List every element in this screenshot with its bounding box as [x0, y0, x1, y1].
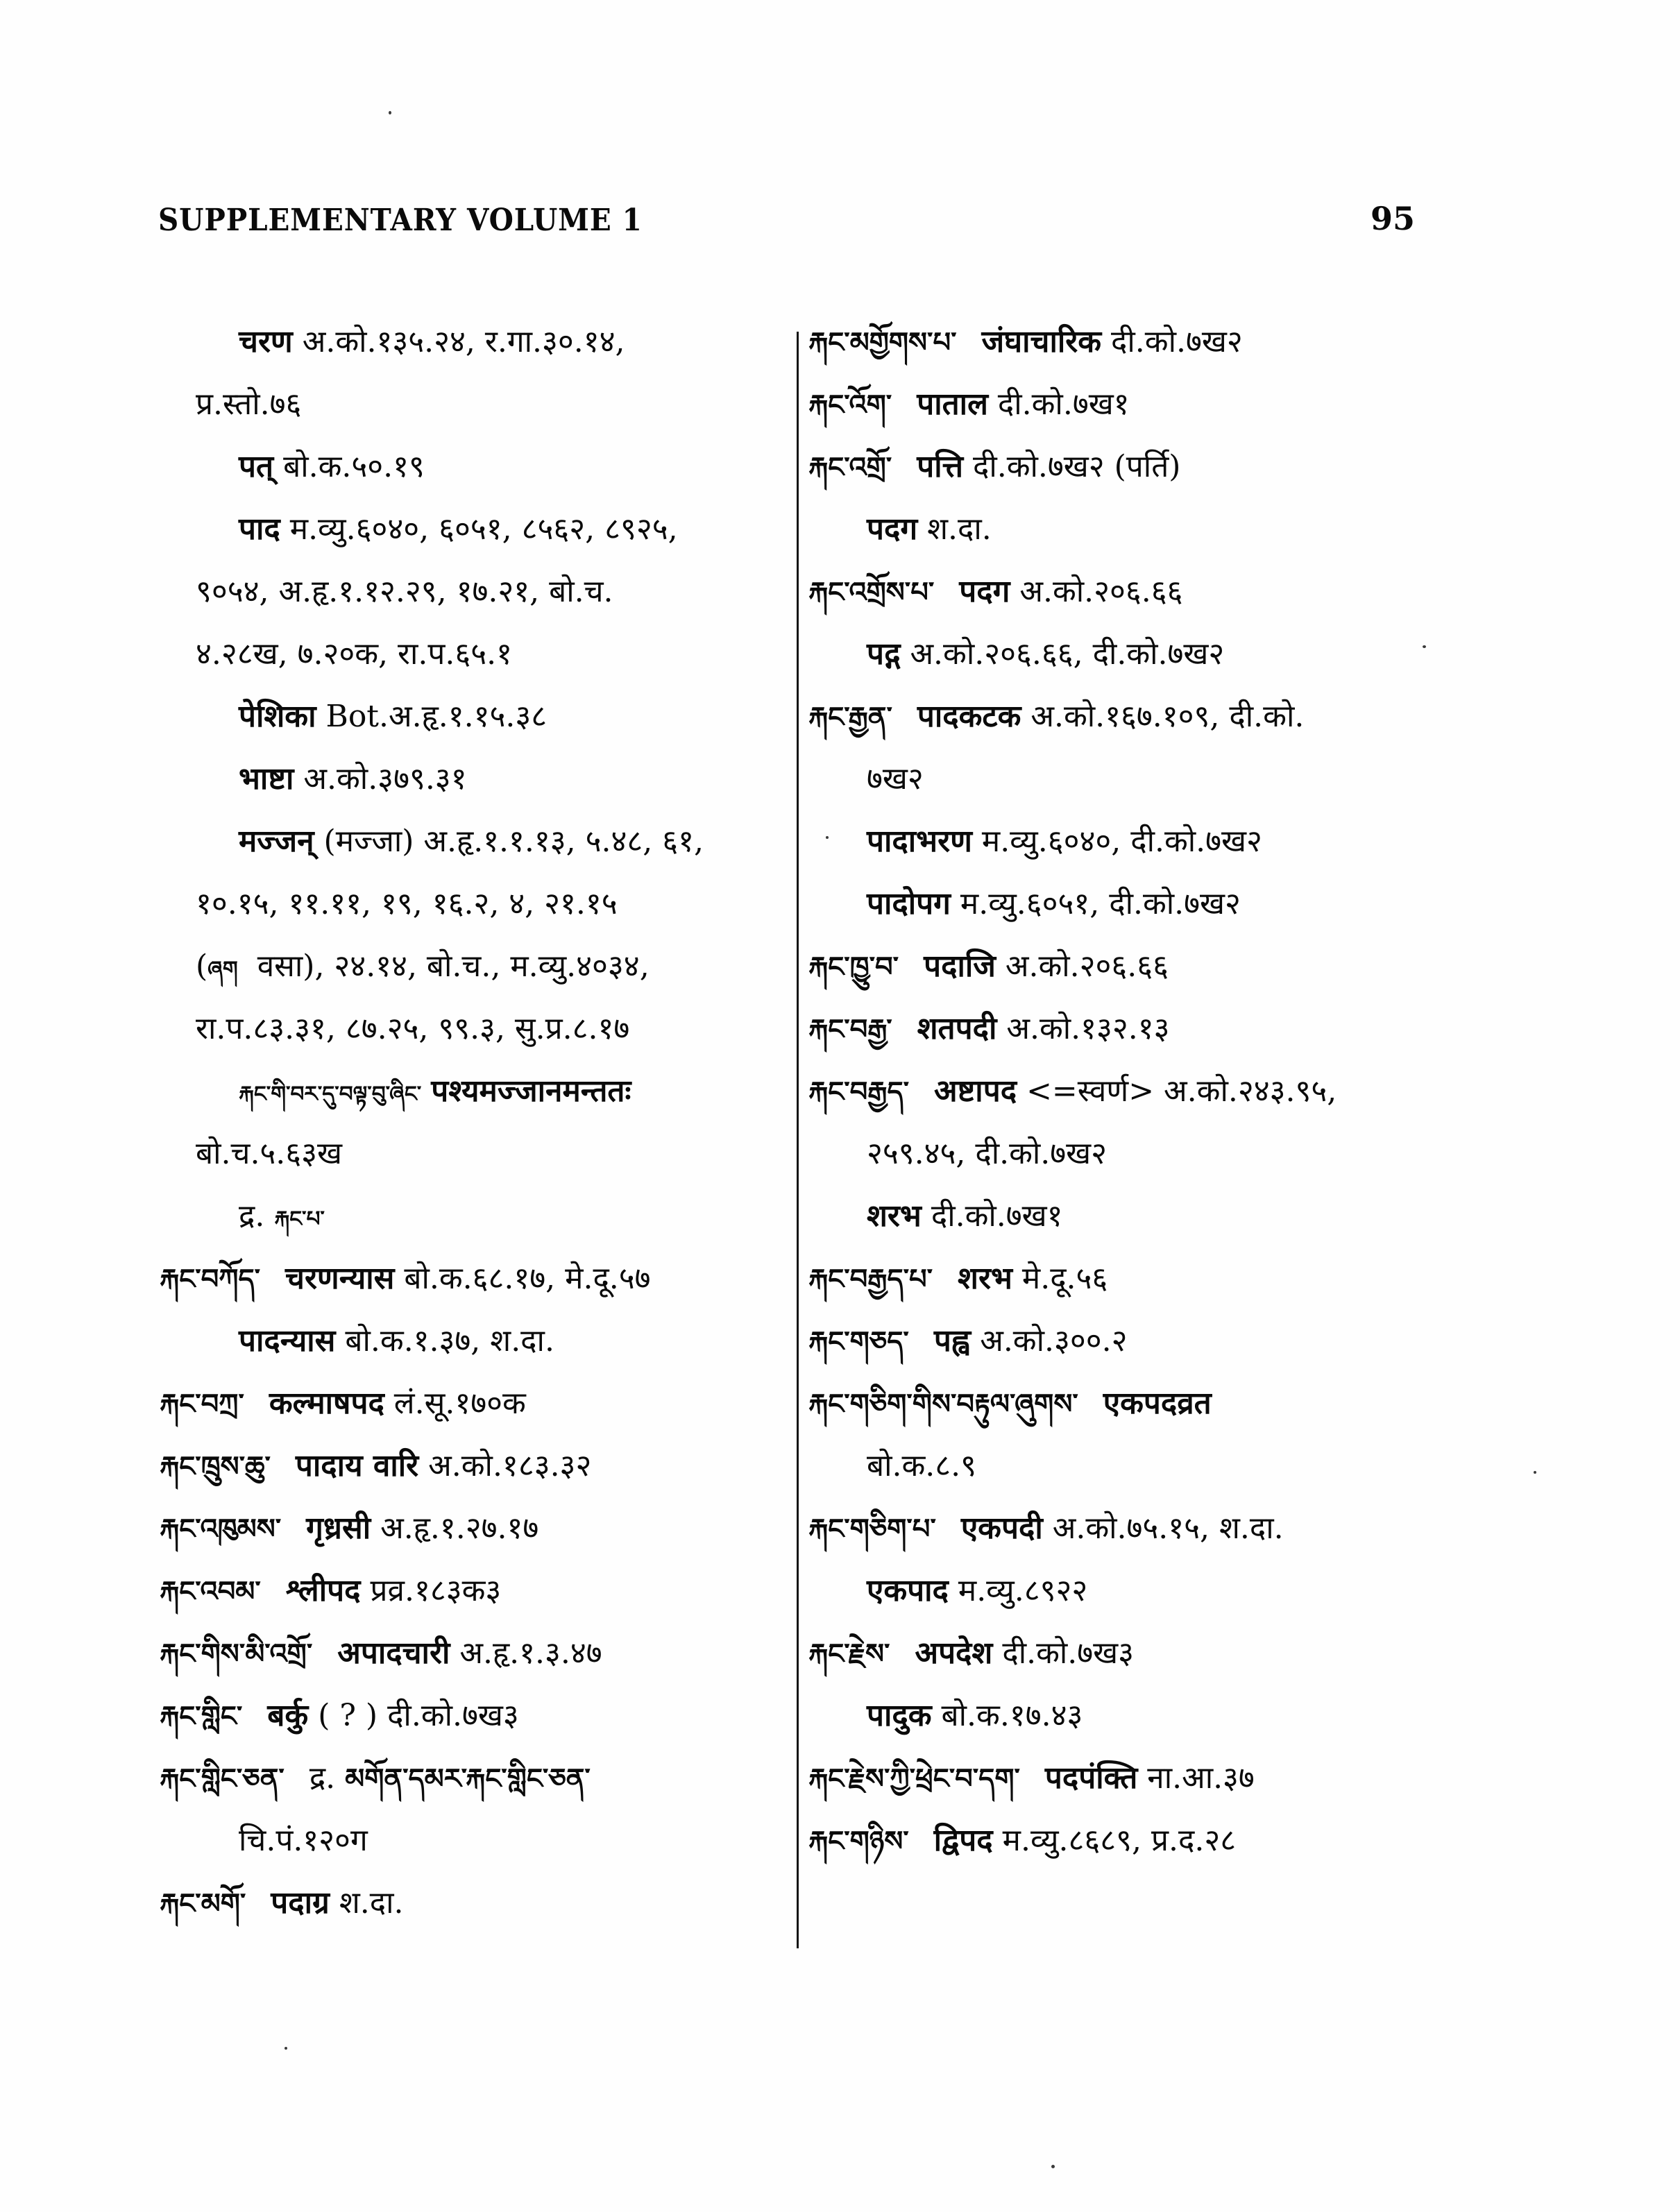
- entry-line: [160, 1497, 791, 1560]
- reference-text: वसा), २४.१४, बो.च., म.व्यु.४०३४,: [247, 948, 650, 984]
- sanskrit-headword: श्लीपद: [285, 1573, 361, 1608]
- tibetan-inline-text: རྐང་གི་བར་དུ་བལྟ་བུ་ཞིང་: [239, 1082, 422, 1107]
- sanskrit-headword: पादकटक: [917, 699, 1021, 734]
- entry-line: [160, 623, 791, 686]
- entry-line: [160, 1435, 791, 1497]
- entry-line: [160, 1185, 791, 1248]
- left-column: [160, 311, 791, 1934]
- entry-line: [160, 1372, 791, 1435]
- reference-text: (: [196, 948, 208, 984]
- tibetan-headword: རྐང་གླིང་: [160, 1700, 243, 1733]
- entry-line: [160, 561, 791, 623]
- tibetan-headword: རྐང་གིས་མི་འགྲོ་: [160, 1637, 313, 1670]
- entry-line: [808, 1185, 1606, 1248]
- entry-line: [808, 1497, 1606, 1560]
- entry-line: [808, 1060, 1606, 1123]
- entry-line: [808, 1123, 1606, 1185]
- reference-text: ९०५४, अ.हृ.१.१२.२९, १७.२१, बो.च.: [196, 574, 613, 609]
- sanskrit-headword: एकपदी: [960, 1511, 1043, 1546]
- entry-line: [808, 686, 1606, 748]
- tibetan-headword: རྐང་གཅིག་གིས་བརྟུལ་ཞུགས་: [808, 1388, 1078, 1420]
- tibetan-headword: རྐང་བརྒྱད་པ་: [808, 1263, 933, 1295]
- entry-line: [808, 873, 1606, 935]
- entry-line: [160, 498, 791, 561]
- reference-text: श.दा.: [917, 511, 992, 547]
- scan-speck: [285, 2047, 287, 2050]
- entry-line: [808, 1747, 1606, 1810]
- entry-line: [808, 1622, 1606, 1685]
- entry-line: [160, 1248, 791, 1310]
- tibetan-headword: རྐང་འབམ་: [160, 1575, 261, 1608]
- entry-line: [160, 935, 791, 998]
- reference-text: चि.पं.१२०ग: [239, 1823, 368, 1858]
- reference-text: २५९.४५, दी.को.७ख२: [867, 1136, 1108, 1171]
- entry-line: [808, 311, 1606, 373]
- tibetan-headword: རྐང་རྗེས་: [808, 1637, 890, 1670]
- entry-line: [808, 935, 1606, 998]
- tibetan-inline-text: ཞག: [207, 957, 238, 982]
- tibetan-headword: རྐང་ཁྱུ་བ་: [808, 951, 899, 983]
- entry-line: [160, 1872, 791, 1934]
- entry-line: [808, 810, 1606, 873]
- reference-text: अ.को.२०६.६६: [995, 948, 1169, 984]
- sanskrit-headword: गृध्रसी: [306, 1511, 371, 1546]
- reference-text: अ.को.३००.२: [970, 1323, 1128, 1359]
- reference-text: म.व्यु.८९२२: [948, 1573, 1088, 1608]
- entry-line: [160, 1310, 791, 1372]
- entry-line: [160, 1060, 791, 1123]
- reference-text: अ.को.१३२.१३: [996, 1011, 1170, 1046]
- reference-text: अ.को.१८३.३२: [418, 1448, 592, 1483]
- tibetan-headword: རྐང་བཀོད་: [160, 1263, 260, 1295]
- reference-text: अ.हृ.१.३.४७: [450, 1635, 602, 1671]
- reference-text: ना.आ.३७: [1137, 1760, 1255, 1796]
- reference-text: (मज्जा) अ.हृ.१.१.१३, ५.४८, ६१,: [314, 824, 704, 859]
- running-head-title: SUPPLEMENTARY VOLUME 1: [158, 203, 643, 238]
- tibetan-headword: རྐང་འགྲོས་པ་: [808, 576, 935, 609]
- sanskrit-headword: पद्ग: [867, 636, 901, 672]
- reference-text: दी.को.७ख१: [921, 1198, 1063, 1234]
- right-column: [808, 311, 1606, 1872]
- sanskrit-headword: अपादचारी: [337, 1635, 450, 1671]
- sanskrit-headword: पादाय वारि: [295, 1448, 419, 1483]
- tibetan-headword: རྐང་རྗེས་ཀྱི་ཕྲེང་བ་དག་: [808, 1762, 1020, 1795]
- reference-text: दी.को.७ख१: [987, 386, 1130, 422]
- reference-text: बो.क.६८.१७, मे.दू.५७: [394, 1261, 651, 1296]
- sanskrit-headword: चरण: [239, 324, 293, 359]
- reference-text: ७ख२: [867, 761, 924, 797]
- sanskrit-headword: पेशिका: [239, 699, 316, 734]
- sanskrit-headword: पदाजि: [924, 948, 996, 984]
- tibetan-headword: རྐང་བརྒྱ་: [808, 1013, 892, 1046]
- reference-text: दी.को.७ख२: [1101, 324, 1243, 359]
- sanskrit-headword: बर्कु: [267, 1698, 309, 1733]
- sanskrit-headword: पदाग्र: [271, 1885, 330, 1921]
- tibetan-headword: རྐང་གཅིག་པ་: [808, 1513, 936, 1545]
- reference-text: Bot.अ.हृ.१.१५.३८: [316, 699, 548, 734]
- sanskrit-headword: एकपाद: [867, 1573, 949, 1608]
- reference-text: म.व्यु.६०५१, दी.को.७ख२: [950, 886, 1241, 921]
- reference-text: बो.क.१.३७, श.दा.: [335, 1323, 554, 1359]
- column-divider-rule: [797, 332, 799, 1948]
- tibetan-headword: རྐང་གླིང་ཅན་: [160, 1762, 285, 1795]
- reference-text: श.दा.: [329, 1885, 404, 1921]
- entry-line: [160, 1560, 791, 1622]
- entry-line: [160, 810, 791, 873]
- tibetan-headword: རྐང་གཅད་: [808, 1325, 909, 1358]
- entry-line: [808, 1310, 1606, 1372]
- entry-line: [808, 623, 1606, 686]
- reference-text: बो.क.५०.१९: [273, 449, 425, 484]
- reference-text: प्रव्र.१८३क३: [360, 1573, 502, 1608]
- sanskrit-headword: पदपंक्ति: [1044, 1760, 1138, 1796]
- sanskrit-headword: पश्यमज्जानमन्ततः: [431, 1073, 631, 1109]
- tibetan-inline-text: རྐང་པ་: [274, 1207, 325, 1232]
- reference-text: मे.दू.५६: [1012, 1261, 1108, 1296]
- entry-line: [808, 436, 1606, 498]
- sanskrit-headword: पदग: [867, 511, 918, 547]
- scan-speck: [1534, 1471, 1536, 1474]
- tibetan-headword: མགོན་དམར་རྐང་གླིང་ཅན་: [345, 1762, 591, 1795]
- page-number: 95: [1371, 200, 1416, 237]
- entry-line: [160, 1747, 791, 1810]
- reference-text: लं.सू.१७०क: [384, 1386, 526, 1421]
- tibetan-headword: རྐང་ཁྲུས་ཆུ་: [160, 1450, 271, 1483]
- reference-text: ४.२८ख, ७.२०क, रा.प.६५.१: [196, 636, 512, 672]
- reference-text: अ.को.२०६.६६, दी.को.७ख२: [900, 636, 1225, 672]
- sanskrit-headword: शतपदी: [917, 1011, 997, 1046]
- entry-line: [808, 1810, 1606, 1872]
- sanskrit-headword: पाताल: [917, 386, 988, 422]
- reference-text: अ.को.२०६.६६: [1010, 574, 1183, 609]
- reference-text: दी.को.७ख२ (पर्ति): [963, 449, 1181, 484]
- reference-text: अ.को.७५.१५, श.दा.: [1042, 1511, 1284, 1546]
- entry-line: [160, 1810, 791, 1872]
- sanskrit-headword: पत्: [239, 449, 274, 484]
- reference-text: म.व्यु.६०४०, दी.को.७ख२: [971, 824, 1262, 859]
- sanskrit-headword: जंघाचारिक: [981, 324, 1102, 359]
- sanskrit-headword: चरणन्यास: [285, 1261, 395, 1296]
- sanskrit-headword: पादाभरण: [867, 824, 972, 859]
- tibetan-headword: རྐང་གཉིས་: [808, 1825, 909, 1857]
- sanskrit-headword: अपदेश: [915, 1635, 993, 1671]
- reference-text: बो.क.१७.४३: [931, 1698, 1083, 1733]
- reference-text: दी.को.७ख३: [992, 1635, 1135, 1671]
- sanskrit-headword: एकपदव्रत: [1103, 1386, 1212, 1421]
- sanskrit-headword: पादन्यास: [239, 1323, 336, 1359]
- reference-text: <=स्वर्ण> अ.को.२४३.९५,: [1017, 1073, 1337, 1109]
- tibetan-headword: རྐང་རྒྱན་: [808, 701, 892, 733]
- reference-text: अ.को.१६७.१०९, दी.को.: [1021, 699, 1305, 734]
- reference-text: रा.प.८३.३१, ८७.२५, ९९.३, सु.प्र.८.१७: [196, 1011, 630, 1046]
- entry-line: [160, 748, 791, 810]
- sanskrit-headword: पाद: [239, 511, 280, 547]
- reference-text: अ.को.३७९.३१: [294, 761, 467, 797]
- sanskrit-headword: पत्ति: [917, 449, 963, 484]
- entry-line: [160, 311, 791, 373]
- entry-line: [808, 748, 1606, 810]
- scan-speck: [1423, 645, 1426, 648]
- reference-text: अ.को.१३५.२४, र.गा.३०.१४,: [292, 324, 625, 359]
- sanskrit-headword: अष्टापद: [934, 1073, 1017, 1109]
- sanskrit-headword: भाष्टा: [239, 761, 294, 797]
- reference-text: प्र.स्तो.७६: [196, 386, 302, 422]
- reference-text: द्र.: [239, 1198, 275, 1234]
- sanskrit-headword: शरभ: [867, 1198, 922, 1234]
- entry-line: [160, 873, 791, 935]
- entry-line: [808, 498, 1606, 561]
- tibetan-headword: རྐང་མགོ་: [160, 1887, 246, 1920]
- entry-line: [160, 373, 791, 436]
- reference-text: ( ? ) दी.को.७ख३: [308, 1698, 519, 1733]
- tibetan-headword: རྐང་འགྲོ་: [808, 451, 892, 484]
- entry-line: [808, 561, 1606, 623]
- sanskrit-headword: शरभ: [958, 1261, 1012, 1296]
- entry-line: [160, 686, 791, 748]
- reference-text: म.व्यु.६०४०, ६०५१, ८५६२, ८९२५,: [280, 511, 678, 547]
- tibetan-headword: རྐང་འོག་: [808, 389, 892, 421]
- reference-text: बो.च.५.६३ख: [196, 1136, 343, 1171]
- entry-line: [160, 436, 791, 498]
- reference-text: अ.हृ.१.२७.१७: [371, 1511, 539, 1546]
- entry-line: [160, 998, 791, 1060]
- sanskrit-headword: पह्व: [933, 1323, 971, 1359]
- sanskrit-headword: पदग: [959, 574, 1010, 609]
- tibetan-headword: རྐང་བརྒྱད་: [808, 1075, 909, 1108]
- reference-text: बो.क.८.९: [867, 1448, 977, 1483]
- sanskrit-headword: पादोपग: [867, 886, 951, 921]
- entry-line: [160, 1622, 791, 1685]
- entry-line: [808, 373, 1606, 436]
- entry-line: [808, 1435, 1606, 1497]
- reference-text: १०.१५, ११.११, १९, १६.२, ४, २१.१५: [196, 886, 618, 921]
- entry-line: [808, 1560, 1606, 1622]
- entry-line: [808, 1372, 1606, 1435]
- tibetan-headword: རྐང་མགྱོགས་པ་: [808, 326, 957, 359]
- reference-text: द्र.: [309, 1760, 346, 1796]
- tibetan-headword: རྐང་བཀྲ་: [160, 1388, 244, 1420]
- sanskrit-headword: मज्जन्: [239, 824, 314, 859]
- sanskrit-headword: पादुक: [867, 1698, 932, 1733]
- entry-line: [808, 1685, 1606, 1747]
- reference-text: म.व्यु.८६८९, प्र.द.२८: [992, 1823, 1237, 1858]
- tibetan-headword: རྐང་འཁུམས་: [160, 1513, 282, 1545]
- sanskrit-headword: द्विपद: [933, 1823, 993, 1858]
- scan-speck: [389, 111, 391, 114]
- entry-line: [160, 1123, 791, 1185]
- sanskrit-headword: कल्माषपद: [269, 1386, 384, 1421]
- entry-line: [160, 1685, 791, 1747]
- entry-line: [808, 1248, 1606, 1310]
- scan-speck: [1051, 2165, 1055, 2168]
- scan-speck: [826, 836, 829, 839]
- entry-line: [808, 998, 1606, 1060]
